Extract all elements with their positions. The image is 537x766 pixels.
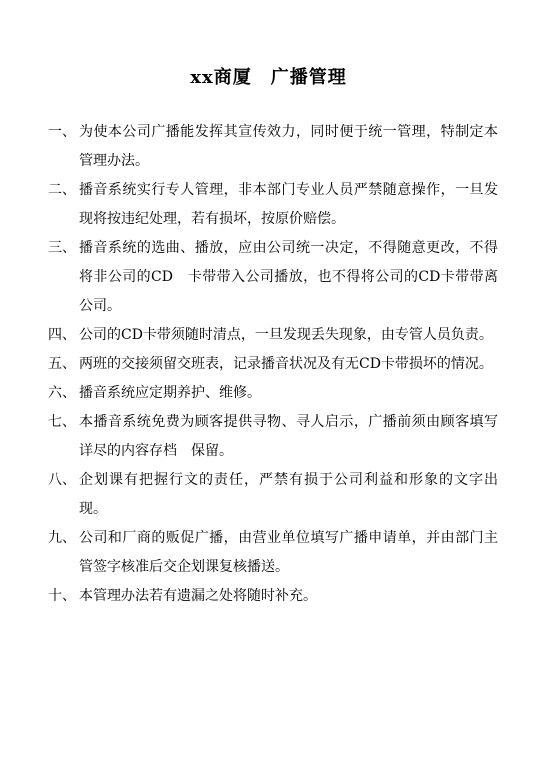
document-title: xx商厦 广播管理 <box>190 67 347 88</box>
clause-number: 三、 <box>48 240 76 256</box>
clause-item <box>48 379 498 408</box>
clause-text: 公司的CD卡带须随时清点，一旦发现丢失现象，由专管人员负责。 <box>79 327 493 343</box>
clause-number: 十、 <box>48 588 76 604</box>
clause-text: 企划课有把握行文的责任，严禁有损于公司利益和形象的文字出现。 <box>79 472 498 517</box>
clause-item <box>48 118 498 176</box>
clause-number: 七、 <box>48 414 76 430</box>
clause-number: 一、 <box>48 124 76 140</box>
clause-text: 两班的交接须留交班表，记录播音状况及有无CD卡带损坏的情况。 <box>79 356 493 372</box>
clause-text: 播音系统实行专人管理，非本部门专业人员严禁随意操作，一旦发现将按违纪处理，若有损坏，按原价赔偿。 <box>79 182 498 227</box>
clause-item <box>48 524 498 582</box>
clause-number: 六、 <box>48 385 76 401</box>
clause-item <box>48 466 498 524</box>
clause-number: 九、 <box>48 530 76 546</box>
clause-number: 五、 <box>48 356 76 372</box>
clause-number: 二、 <box>48 182 76 198</box>
clause-number: 四、 <box>48 327 76 343</box>
clause-text: 播音系统应定期养护、维修。 <box>79 385 261 401</box>
clause-item <box>48 350 498 379</box>
clause-item <box>48 408 498 466</box>
clause-list <box>48 118 498 611</box>
clause-text: 本播音系统免费为顾客提供寻物、寻人启示，广播前须由顾客填写详尽的内容存档 保留。 <box>79 414 498 459</box>
clause-text: 公司和厂商的贩促广播，由营业单位填写广播申请单，并由部门主管签字核准后交企划课复核播送。 <box>79 530 498 575</box>
clause-item <box>48 234 498 321</box>
clause-number: 八、 <box>48 472 76 488</box>
clause-item <box>48 176 498 234</box>
clause-text: 本管理办法若有遗漏之处将随时补充。 <box>79 588 317 604</box>
clause-text: 播音系统的选曲、播放，应由公司统一决定，不得随意更改，不得将非公司的CD 卡带带入公司播放，也不得将公司的CD卡带带离公司。 <box>79 240 498 314</box>
clause-item <box>48 321 498 350</box>
clause-text: 为使本公司广播能发挥其宣传效力，同时便于统一管理，特制定本管理办法。 <box>79 124 498 169</box>
clause-item <box>48 582 498 611</box>
